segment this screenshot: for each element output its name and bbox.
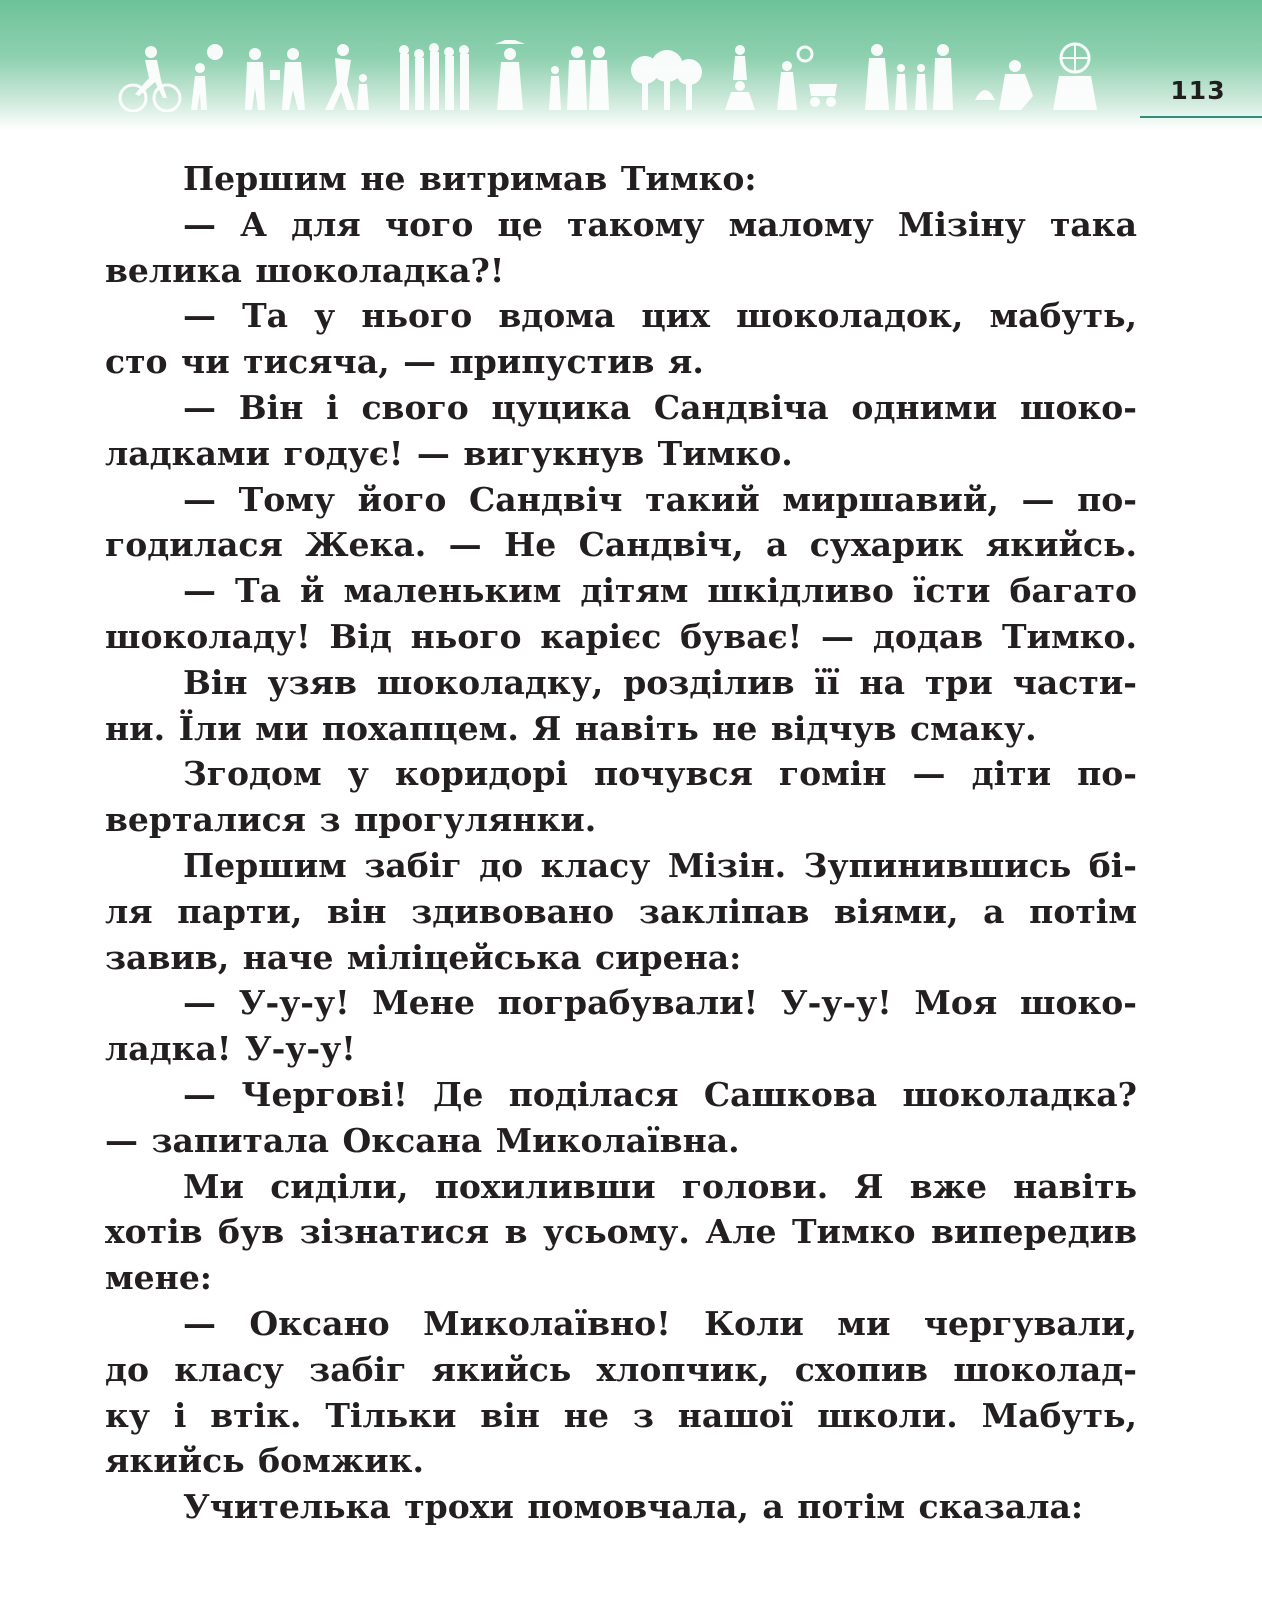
text-line: якийсь бомжик. [105, 1441, 424, 1481]
page-number: 113 [1170, 76, 1226, 105]
text-line: завив, наче міліцейська сирена: [105, 937, 742, 977]
text-line: Він узяв шоколадку, розділив її на три части- [183, 662, 1137, 702]
text-line: велика шоколадка?! [105, 250, 505, 290]
text-line: верталися з прогулянки. [105, 800, 597, 840]
text-line: Учителька трохи помовчала, а потім сказала: [183, 1487, 1084, 1527]
text-line: — У-у-у! Мене пограбували! У-у-у! Моя шоко- [183, 983, 1137, 1023]
text-line: мене: [105, 1258, 212, 1298]
text-line: — Та й маленьким дітям шкідливо їсти багато [183, 571, 1137, 611]
people-silhouettes-decoration [115, 40, 1115, 112]
text-line: шоколаду! Від нього карієс буває! — додав Тимко. [105, 616, 1137, 656]
text-line: — Та у нього вдома цих шоколадок, мабуть, [183, 296, 1137, 336]
text-line: — Він і свого цуцика Сандвіча одними шоко- [183, 387, 1137, 427]
text-line: — Оксано Миколаївно! Коли ми чергували, [183, 1303, 1137, 1343]
page-number-rule [1140, 116, 1262, 118]
text-line: хотів був зізнатися в усьому. Але Тимко випередив [105, 1212, 1137, 1252]
text-line: ни. Їли ми похапцем. Я навіть не відчув смаку. [105, 708, 1037, 748]
text-line: Першим забіг до класу Мізін. Зупинившись бі- [183, 845, 1137, 885]
text-line: — Тому його Сандвіч такий миршавий, — по- [183, 479, 1137, 519]
text-line: — А для чого це такому малому Мізіну така [183, 204, 1137, 244]
text-line: — запитала Оксана Миколаївна. [105, 1120, 740, 1160]
text-line: Згодом у коридорі почувся гомін — діти по- [183, 754, 1137, 794]
text-line: ладками годує! — вигукнув Тимко. [105, 433, 793, 473]
page-header-banner [0, 0, 1262, 130]
text-line: сто чи тисяча, — припустив я. [105, 342, 704, 382]
text-line: Ми сиділи, похиливши голови. Я вже навіть [183, 1166, 1137, 1206]
story-text [105, 156, 1137, 1530]
text-line: до класу забіг якийсь хлопчик, схопив шоколад- [105, 1349, 1137, 1389]
text-line: ку і втік. Тільки він не з нашої школи. Мабуть, [105, 1395, 1137, 1435]
text-line: ладка! У-у-у! [105, 1029, 356, 1069]
text-line: — Чергові! Де поділася Сашкова шоколадка? [183, 1074, 1137, 1114]
text-line: Першим не витримав Тимко: [183, 159, 757, 198]
text-line: годилася Жека. — Не Сандвіч, а сухарик якийсь. [105, 525, 1137, 565]
text-line: ля парти, він здивовано закліпав віями, а потім [105, 891, 1137, 931]
